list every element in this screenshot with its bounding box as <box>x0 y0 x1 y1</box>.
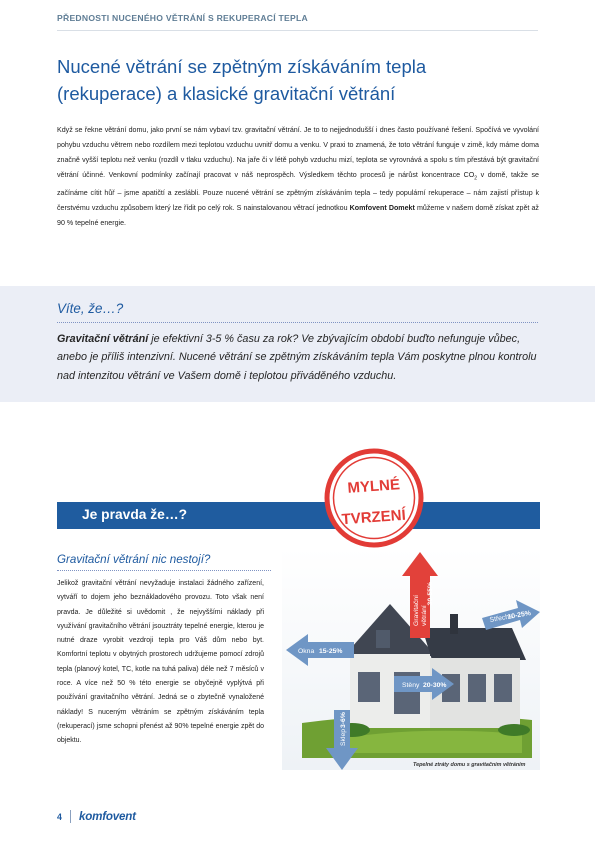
main-window-left <box>358 672 380 702</box>
callout-question: Víte, že…? <box>57 301 124 316</box>
walls-label-pct: 20-30% <box>423 682 447 689</box>
title-line-2: (rekuperace) a klasické gravitační větrání <box>57 83 396 104</box>
myth-stamp <box>322 446 426 550</box>
attic-window <box>376 630 390 648</box>
section-header: PŘEDNOSTI NUCENÉHO VĚTRÁNÍ S REKUPERACÍ TEPLA <box>57 13 308 23</box>
roof-label-name: Střecha <box>489 613 514 624</box>
vent-label-line2: větrání <box>421 605 428 626</box>
callout-divider <box>57 322 538 324</box>
side-window-2 <box>468 674 486 702</box>
vent-label-pct: 30-55% <box>427 582 434 606</box>
product-name: Komfovent Domekt <box>349 203 415 212</box>
brand-logo: komfovent <box>79 810 136 823</box>
subsection-question: Gravitační větrání nic nestojí? <box>57 553 211 566</box>
house-heat-loss-illustration <box>282 548 540 770</box>
walls-label-name: Stěny <box>402 682 420 689</box>
side-window-3 <box>494 674 512 702</box>
subsection-divider <box>57 570 271 571</box>
section-banner-title: Je pravda že…? <box>82 507 188 522</box>
shrub-right <box>498 724 530 736</box>
floor-label-name: Sklep <box>340 728 347 746</box>
footer-separator <box>70 810 71 823</box>
intro-text-3: můžeme v našem domě získat zpět až 90 % tepelné energie. <box>57 203 539 227</box>
subsection-body: Jelikož gravitační větrání nevyžaduje instalaci žádného zařízení, vytváří to dojem jeho beznákladového provozu. Toto však není pravda. Je důležité si uvědomit , že nejvyššími náklady při využívání gravitačního větrání jsouztráty tepelné energie, kterou je nutné draze vyrobit vezdroji tepla pro Váš dům nebo byt. Komfortní teplotu v obytných prostorech udržujeme pomocí zdrojů tepla (planový kotel, TC, kotle na tuhá paliva) déle než 7 měsíců v roce. A více než 50 % této energie se obyčejně vyplýtvá při používání gravitačního větrání. Jedná se o zbytečně vynaložené náklady! S nuceným větráním se zpětným získáváním tepla (rekuperací) jsme schopni přenést až 90% tepelné energie zpět do objektu. <box>57 580 264 745</box>
side-roof <box>422 628 526 660</box>
co2-subscript: 2 <box>474 175 478 182</box>
stamp-line-1: MYLNÉ <box>346 476 401 497</box>
callout-text <box>57 330 539 385</box>
callout-rest: je efektivní 3-5 % času za rok? Ve zbývajícím období buďto nefunguje vůbec, anebo je příliš intenzivní. Nucené větrání se zpětným získáváním tepla Vám poskytne plnou kontrolu nad intenzitou větrání ve Vašem domě i teplotou přiváděného vzduchu. <box>57 333 537 382</box>
header-divider <box>57 30 538 31</box>
roof-label-pct: 10-25% <box>507 610 532 621</box>
title-line-1: Nucené větrání se zpětným získáváním tepla <box>57 56 427 77</box>
intro-text-1: Když se řekne větrání domu, jako první se nám vybaví tzv. gravitační větrání. Je to to nejjednodušší i dnes často používané řešení. Spočívá ve vyvolání pohybu vzduchu větrem nebo rozdílem mezi teplotou vzduchu uvnitř domu a venku. V praxi to znamená, že toto větrání funguje v zimě, kdy máme doma značně vyšší teplotu než venku (rozdíl v tlaku vzduchu). Na jaře či v létě pohyb vzduchu mizí, teplota se vyrovnává a spolu s tím přestává být gravitační větrání účinné. Venkovní podmínky začínají pracovat v náš neprospěch. Výsledkem těchto procesů je nárůst koncentrace CO <box>57 126 539 179</box>
intro-text-2: v domě, takže se začínáme cítit hůř – jsme apatičtí a zeslábli. Pouze nucené větrání se zpětným získáváním tepla – tedy populární rekuperace – nám zajistí přístup k čerstvému vzduchu způsobem který lze řídit po celý rok. S nainstalovanou větrací jednotkou <box>57 170 539 212</box>
windows-label-name: Okna <box>298 648 315 655</box>
floor-label-pct: 3-6% <box>340 712 347 728</box>
chimney <box>450 614 458 634</box>
page-title <box>57 53 527 107</box>
callout-bold: Gravitační větrání <box>57 333 149 345</box>
page-number: 4 <box>57 812 62 822</box>
windows-label-pct: 15-25% <box>319 648 343 655</box>
vent-label-line1: Gravitační <box>413 595 420 626</box>
figure-caption: Tepelné ztráty domu s gravitačním větráním <box>413 762 526 768</box>
stamp-line-2: TVRZENÍ <box>341 506 407 529</box>
intro-paragraph <box>57 123 539 231</box>
